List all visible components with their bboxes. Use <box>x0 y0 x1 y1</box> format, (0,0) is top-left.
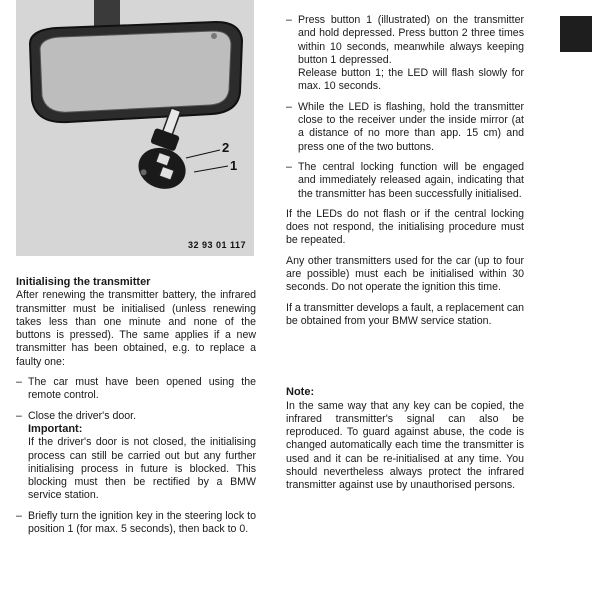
left-column <box>16 276 256 536</box>
intro-paragraph: After renewing the transmitter battery, the infrared transmitter must be initialised (unless renewing takes less than one minute and none of the buttons is pressed). The same applies if a new transmitter has been obtained, e.g. to replace a faulty one: <box>16 289 256 368</box>
spacer <box>286 328 524 386</box>
step-text: Press button 1 (illustrated) on the transmitter and hold depressed. Press button 2 three times within 10 seconds, meanwhile always keeping button 1 depressed. <box>298 14 524 66</box>
step-led-flashing <box>286 101 524 154</box>
mirror-glass <box>40 31 231 112</box>
step-text: While the LED is flashing, hold the transmitter close to the receiver under the inside mirror (at a distance of no more than app. 15 cm) and press one of the two buttons. <box>298 100 524 153</box>
mirror-sensor <box>211 33 217 39</box>
dash-marker: – <box>16 376 22 389</box>
step-ignition <box>16 510 256 537</box>
dash-marker: – <box>16 509 22 522</box>
callout-line-1 <box>194 166 228 172</box>
step-text: The central locking function will be engaged and immediately released again, indicating that the transmitter has been successfully initialised. <box>298 160 524 200</box>
callout-line-2 <box>186 150 220 158</box>
note-label: Note: <box>286 386 315 399</box>
dash-marker: – <box>286 14 292 26</box>
step-opened-remote <box>16 376 256 403</box>
callout-1: 1 <box>230 158 238 173</box>
important-text: If the driver's door is not closed, the initialising process can still be carried out but any further initialising process in future is blocked. This blocking must then be rectified by a BMW service station. <box>28 436 256 502</box>
step-text: Close the driver's door. <box>28 409 137 422</box>
repeat-paragraph: If the LEDs do not flash or if the central locking does not respond, the initialising procedure must be repeated. <box>286 207 524 247</box>
step-text: Briefly turn the ignition key in the steering lock to position 1 (for max. 5 seconds), then back to 0. <box>28 509 256 536</box>
chapter-edge-tab <box>560 16 592 52</box>
dash-marker: – <box>16 409 22 422</box>
step-locking-engaged <box>286 161 524 201</box>
section-heading: Initialising the transmitter <box>16 276 151 288</box>
right-column <box>286 14 524 493</box>
replacement-paragraph: If a transmitter develops a fault, a replacement can be obtained from your BMW service station. <box>286 301 524 327</box>
note-text: In the same way that any key can be copied, the infrared transmitter's signal can also be reproduced. To guard against abuse, the code is changed automatically each time the transmitter is used and it can be re-initialised at any time. You should nevertheless always protect the infrared transmitter against use by unauthorised persons. <box>286 399 524 492</box>
step-close-door <box>16 410 256 503</box>
mirror-transmitter-illustration <box>16 0 254 256</box>
step-text-release: Release button 1; the LED will flash slowly for max. 10 seconds. <box>298 67 524 93</box>
callout-2: 2 <box>222 140 230 155</box>
figure-code: 32 93 01 117 <box>187 240 246 250</box>
other-transmitters-paragraph: Any other transmitters used for the car (up to four are possible) must each be initialised within 30 seconds. Do not operate the ignition this time. <box>286 254 524 294</box>
step-press-buttons <box>286 14 524 94</box>
step-text: The car must have been opened using the remote control. <box>28 376 256 402</box>
important-label: Important: <box>28 422 83 435</box>
dash-marker: – <box>286 100 292 113</box>
dash-marker: – <box>286 160 292 173</box>
illustration-drawing <box>16 0 254 256</box>
